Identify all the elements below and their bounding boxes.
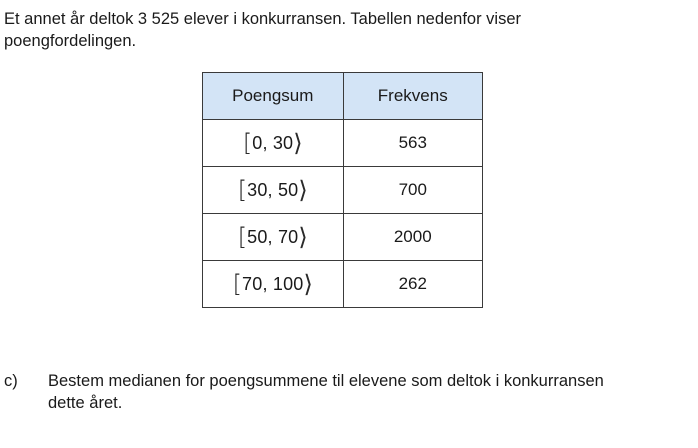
frequency-cell: 563 [343, 120, 482, 167]
table-row [203, 214, 483, 261]
interval-value: 30, 50 [247, 180, 299, 200]
interval-close-bracket: ⟩ [293, 129, 303, 157]
table-row [203, 261, 483, 308]
header-frekvens: Frekvens [343, 73, 482, 120]
intro-line-1: Et annet år deltok 3 525 elever i konkurransen. Tabellen nedenfor viser [4, 10, 522, 28]
interval-cell [203, 261, 344, 308]
question-text [48, 370, 684, 414]
question-line-1: Bestem medianen for poengsummene til elevene som deltok i konkurransen [48, 372, 604, 390]
interval-open-bracket: [ [242, 129, 253, 157]
question-c [4, 370, 684, 414]
interval-close-bracket: ⟩ [303, 270, 313, 298]
frequency-table [202, 72, 483, 308]
frequency-cell: 2000 [343, 214, 482, 261]
interval-open-bracket: [ [237, 176, 248, 204]
interval-value: 70, 100 [242, 274, 304, 294]
interval-value: 0, 30 [252, 133, 294, 153]
interval-close-bracket: ⟩ [298, 176, 308, 204]
frequency-cell: 262 [343, 261, 482, 308]
table-row [203, 120, 483, 167]
interval-cell [203, 167, 344, 214]
interval-close-bracket: ⟩ [298, 223, 308, 251]
interval-value: 50, 70 [247, 227, 299, 247]
intro-text [4, 8, 684, 52]
header-poengsum: Poengsum [203, 73, 344, 120]
table-row [203, 167, 483, 214]
intro-line-2: poengfordelingen. [4, 32, 137, 50]
question-line-2: dette året. [48, 394, 123, 412]
interval-cell [203, 214, 344, 261]
table-header-row [203, 73, 483, 120]
frequency-cell: 700 [343, 167, 482, 214]
interval-open-bracket: [ [237, 223, 248, 251]
question-label: c) [4, 372, 18, 390]
interval-open-bracket: [ [232, 270, 243, 298]
interval-cell [203, 120, 344, 167]
